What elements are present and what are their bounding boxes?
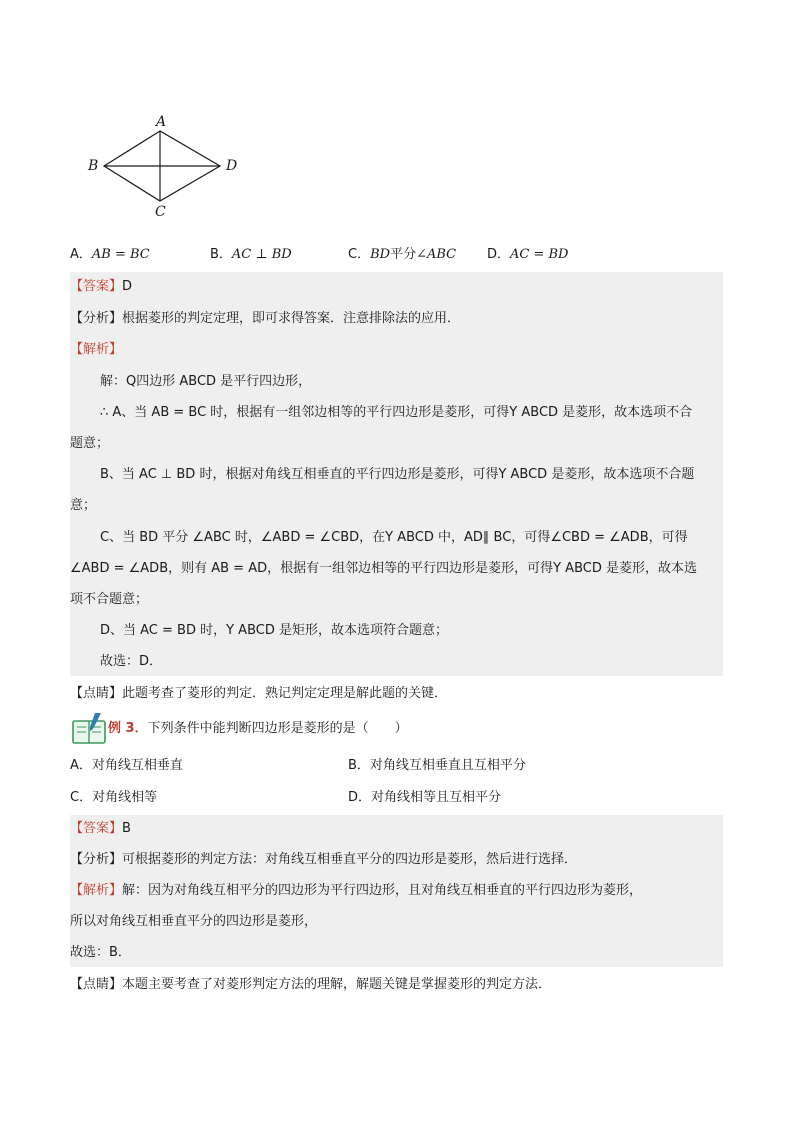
vertex-label-a: A xyxy=(156,114,167,130)
q2-option-d: D．AC = BD xyxy=(487,247,569,262)
vertex-label-c: C xyxy=(155,204,166,220)
q2-solution-line-9: D、当 AC = BD 时，Y ABCD 是矩形，故本选项符合题意； xyxy=(100,623,448,638)
q2-comment: 【点睛】此题考查了菱形的判定．熟记判定定理是解此题的关键． xyxy=(70,686,448,701)
q3-solution-line-3: 故选：B． xyxy=(70,945,131,960)
q3-option-c: C．对角线相等 xyxy=(70,790,158,805)
q2-solution-tag: 【解析】 xyxy=(70,342,123,357)
book-pencil-icon xyxy=(71,711,109,745)
q3-option-a: A．对角线互相垂直 xyxy=(70,758,183,773)
q2-solution-line-1: 解：Q四边形 ABCD 是平行四边形， xyxy=(100,374,312,389)
vertex-label-d: D xyxy=(226,158,238,174)
q2-solution-line-7: ∠ABD = ∠ADB，则有 AB = AD，根据有一组邻边相等的平行四边形是菱形，可得Y ABCD 是菱形，故本选 xyxy=(70,561,697,576)
q2-option-a: A．AB = BC xyxy=(70,247,150,262)
q3-comment: 【点睛】本题主要考查了对菱形判定方法的理解，解题关键是掌握菱形的判定方法． xyxy=(70,977,552,992)
q2-option-b: B．AC ⊥ BD xyxy=(210,247,292,262)
rhombus-diagram xyxy=(95,118,245,223)
q2-solution-line-8: 项不合题意； xyxy=(70,592,149,607)
q2-solution-line-4: B、当 AC ⊥ BD 时，根据对角线互相垂直的平行四边形是菱形，可得Y ABCD 是菱形，故本选项不合题 xyxy=(100,467,695,482)
q2-solution-line-5: 意； xyxy=(70,498,97,513)
q3-answer: 【答案】B xyxy=(70,821,131,836)
q3-option-d: D．对角线相等且互相平分 xyxy=(348,790,502,805)
q3-option-b: B．对角线互相垂直且互相平分 xyxy=(348,758,526,773)
q3-stem: 例 3．下列条件中能判断四边形是菱形的是（ ） xyxy=(108,721,408,736)
q2-solution-line-10: 故选：D． xyxy=(100,654,163,669)
q2-option-c: C．BD平分∠ABC xyxy=(348,247,457,262)
q2-answer: 【答案】D xyxy=(70,279,133,294)
q3-solution-line-2: 所以对角线互相垂直平分的四边形是菱形， xyxy=(70,914,318,929)
q2-solution-line-2: ∴ A、当 AB = BC 时，根据有一组邻边相等的平行四边形是菱形，可得Y ABCD 是菱形，故本选项不合 xyxy=(100,405,693,420)
q3-solution-line-1: 【解析】解：因为对角线互相平分的四边形为平行四边形，且对角线互相垂直的平行四边形为菱形， xyxy=(70,883,643,898)
q2-analysis: 【分析】根据菱形的判定定理，即可求得答案．注意排除法的应用． xyxy=(70,311,461,326)
q2-solution-line-3: 题意； xyxy=(70,436,110,451)
vertex-label-b: B xyxy=(88,158,99,174)
q3-analysis: 【分析】可根据菱形的判定方法：对角线互相垂直平分的四边形是菱形，然后进行选择． xyxy=(70,852,578,867)
q2-solution-line-6: C、当 BD 平分 ∠ABC 时，∠ABD = ∠CBD，在Y ABCD 中，AD∥ BC，可得∠CBD = ∠ADB，可得 xyxy=(100,530,688,545)
